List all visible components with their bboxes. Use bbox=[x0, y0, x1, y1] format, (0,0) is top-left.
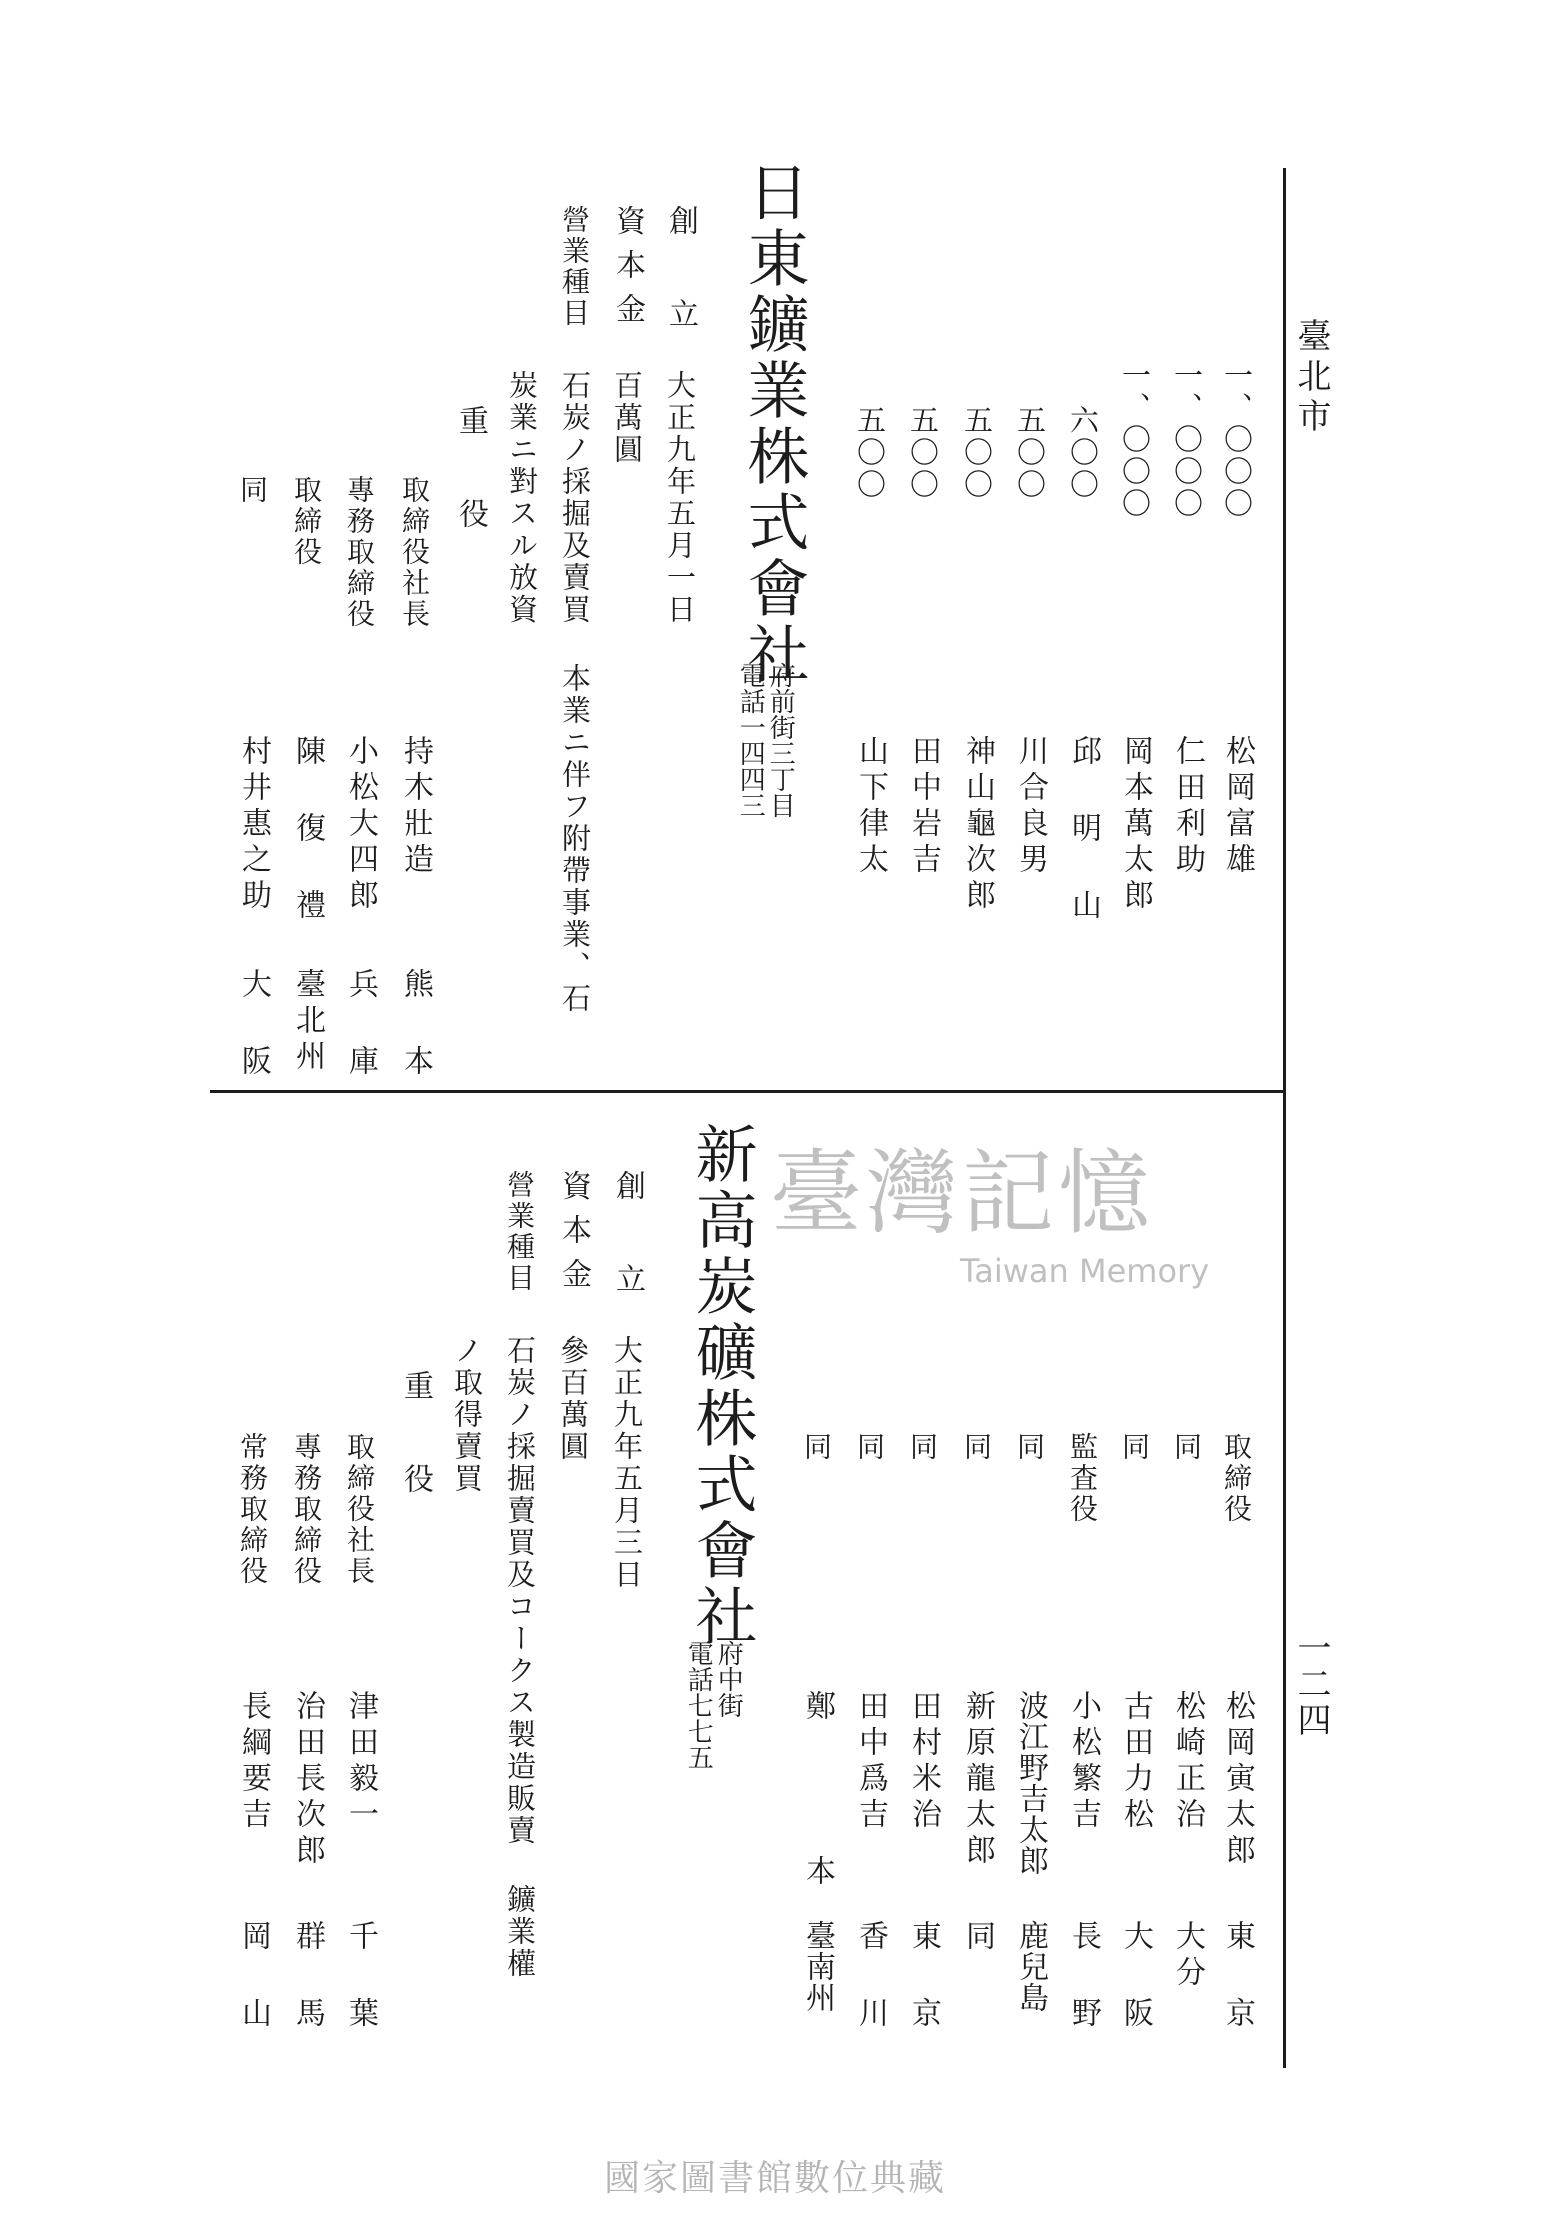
officer-role: 同 bbox=[906, 1432, 939, 1463]
founded-label: 創 立 bbox=[610, 1170, 645, 1307]
founded-label: 創 立 bbox=[663, 205, 698, 342]
officer-name: 陳 復 禮 bbox=[290, 735, 325, 925]
officer-role: 同 bbox=[236, 475, 269, 506]
officer-place: 岡 山 bbox=[236, 1920, 271, 2033]
company-title: 日東鑛業株式會社 bbox=[737, 160, 810, 688]
officers-label: 重 役 bbox=[398, 1370, 433, 1507]
officer-place: 臺南州 bbox=[800, 1920, 835, 2013]
officer-role: 取締役 bbox=[1220, 1432, 1253, 1525]
officer-role: 取締役社長 bbox=[398, 475, 431, 630]
officer-role: 取締役社長 bbox=[343, 1432, 376, 1587]
business-text: 石炭ノ採掘賣買及コークス製造販賣 鑛業權 bbox=[503, 1335, 537, 1980]
officer-name: 新原龍太郎 bbox=[960, 1690, 995, 1870]
officer-role: 專務取締役 bbox=[290, 1432, 323, 1587]
officer-name: 治田長次郎 bbox=[290, 1690, 325, 1870]
investor-amount: 五〇〇 bbox=[1013, 405, 1047, 501]
officer-name: 古田力松 bbox=[1118, 1690, 1153, 1834]
officer-place: 同 bbox=[960, 1920, 995, 1956]
running-head-city: 臺北市 bbox=[1291, 318, 1331, 438]
investor-name: 岡本萬太郎 bbox=[1118, 735, 1153, 915]
capital-value: 參百萬圓 bbox=[556, 1335, 590, 1463]
officer-role: 同 bbox=[1013, 1432, 1046, 1463]
watermark-text: 臺灣記憶 bbox=[770, 1140, 1155, 1247]
company-address: 府前街三丁目 bbox=[765, 662, 796, 818]
officer-name: 田中爲吉 bbox=[853, 1690, 888, 1834]
investor-amount: 五〇〇 bbox=[906, 405, 940, 501]
officer-name: 松崎正治 bbox=[1170, 1690, 1205, 1834]
officer-place: 群 馬 bbox=[290, 1920, 325, 2033]
investor-amount: 一、〇〇〇 bbox=[1220, 360, 1254, 520]
investor-name: 仁田利助 bbox=[1170, 735, 1205, 879]
officer-place: 大 阪 bbox=[1118, 1920, 1153, 2033]
officer-place: 長 野 bbox=[1066, 1920, 1101, 2033]
business-label: 營業種目 bbox=[503, 1170, 536, 1294]
officer-place: 臺北州 bbox=[290, 968, 325, 1076]
officer-name: 田村米治 bbox=[906, 1690, 941, 1834]
company-phone: 電話七七五 bbox=[683, 1640, 714, 1770]
footer-archive-credit: 國家圖書館數位典藏 bbox=[603, 2158, 946, 2199]
investor-name: 邱 明 山 bbox=[1066, 735, 1101, 925]
company-address: 府中街 bbox=[713, 1640, 744, 1718]
officer-name: 小松大四郎 bbox=[343, 735, 378, 915]
investor-amount: 六〇〇 bbox=[1066, 405, 1100, 501]
officer-name: 長綱要吉 bbox=[236, 1690, 271, 1834]
officer-role: 同 bbox=[960, 1432, 993, 1463]
officer-name: 波江野吉太郎 bbox=[1013, 1690, 1048, 1876]
investor-name: 川合良男 bbox=[1013, 735, 1048, 879]
investor-amount: 一、〇〇〇 bbox=[1118, 360, 1152, 520]
officer-role: 專務取締役 bbox=[343, 475, 376, 630]
officers-label: 重 役 bbox=[453, 405, 488, 542]
officer-place: 大 阪 bbox=[236, 968, 271, 1081]
business-text: 石炭ノ採掘及賣買 本業ニ伴フ附帶事業、石 bbox=[558, 370, 592, 1015]
officer-name: 松岡寅太郎 bbox=[1220, 1690, 1255, 1870]
investor-amount: 五〇〇 bbox=[853, 405, 887, 501]
founded-date: 大正九年五月三日 bbox=[610, 1335, 644, 1591]
company-title: 新高炭礦株式會社 bbox=[685, 1122, 758, 1650]
investor-name: 田中岩吉 bbox=[906, 735, 941, 879]
investor-name: 松岡富雄 bbox=[1220, 735, 1255, 879]
officer-place: 東 京 bbox=[1220, 1920, 1255, 2033]
officer-place: 香 川 bbox=[853, 1920, 888, 2033]
officer-role: 同 bbox=[1118, 1432, 1151, 1463]
officer-name: 村井惠之助 bbox=[236, 735, 271, 915]
investor-amount: 一、〇〇〇 bbox=[1170, 360, 1204, 520]
officer-role: 監査役 bbox=[1066, 1432, 1099, 1525]
officer-name: 鄭 本 bbox=[800, 1690, 835, 1935]
watermark-subtitle: Taiwan Memory bbox=[960, 1252, 1210, 1290]
officer-place: 東 京 bbox=[906, 1920, 941, 2033]
officer-place: 千 葉 bbox=[343, 1920, 378, 2033]
officer-name: 津田毅一 bbox=[343, 1690, 378, 1834]
officer-place: 鹿兒島 bbox=[1013, 1920, 1048, 2013]
officer-place: 大分 bbox=[1170, 1920, 1205, 1992]
officer-name: 持木壯造 bbox=[398, 735, 433, 879]
business-text-continued: 炭業ニ對スル放資 bbox=[505, 370, 539, 626]
investor-amount: 五〇〇 bbox=[960, 405, 994, 501]
business-text-continued: ノ取得賣買 bbox=[450, 1335, 484, 1495]
capital-label: 資本金 bbox=[610, 205, 645, 337]
officer-place: 兵 庫 bbox=[343, 968, 378, 1081]
section-divider-rule bbox=[210, 1090, 1285, 1093]
investor-name: 神山龜次郎 bbox=[960, 735, 995, 915]
founded-date: 大正九年五月一日 bbox=[663, 370, 697, 626]
officer-place: 熊 本 bbox=[398, 968, 433, 1081]
officer-role: 同 bbox=[800, 1432, 833, 1463]
company-phone: 電話一四四三 bbox=[735, 662, 766, 818]
page-number: 一二四 bbox=[1291, 1630, 1331, 1738]
officer-name: 小松繁吉 bbox=[1066, 1690, 1101, 1834]
officer-role: 同 bbox=[1170, 1432, 1203, 1463]
officer-role: 常務取締役 bbox=[236, 1432, 269, 1587]
capital-label: 資本金 bbox=[556, 1170, 591, 1302]
investor-name: 山下律太 bbox=[853, 735, 888, 879]
officer-role: 取締役 bbox=[290, 475, 323, 568]
officer-role: 同 bbox=[853, 1432, 886, 1463]
capital-value: 百萬圓 bbox=[610, 370, 644, 466]
taiwan-memory-watermark bbox=[770, 1120, 1250, 1290]
business-label: 營業種目 bbox=[558, 205, 591, 329]
right-margin-rule bbox=[1283, 168, 1286, 2068]
